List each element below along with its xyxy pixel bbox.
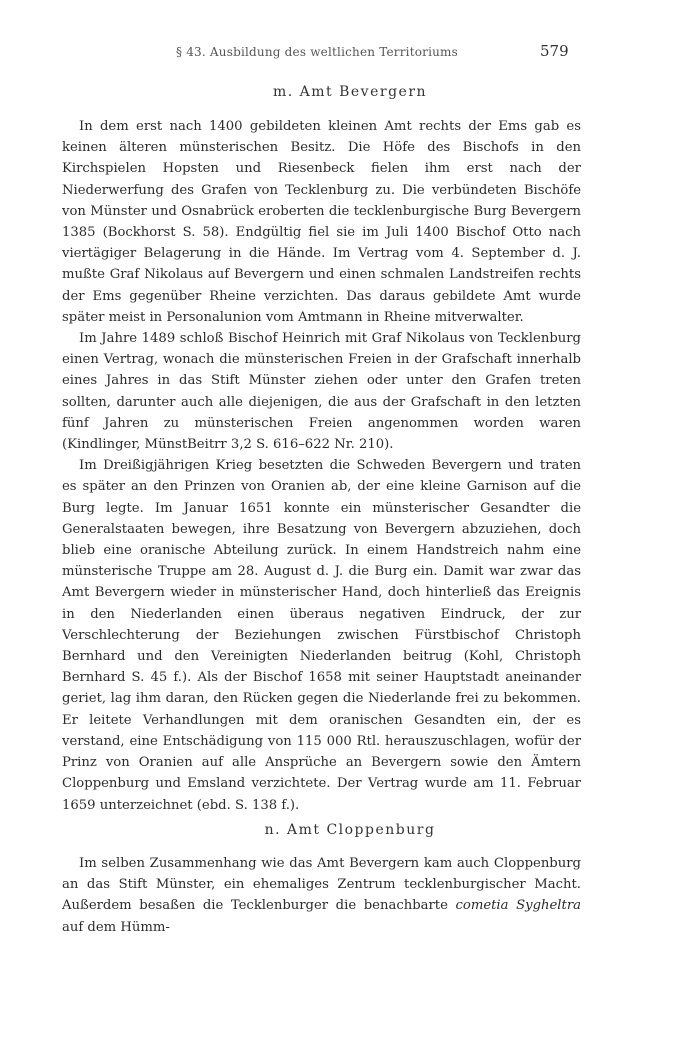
paragraph-cloppenburg-text-end: auf dem Hümm- [62,919,170,935]
italic-term-cometia: cometia Sygheltra [455,898,581,914]
paragraph-cloppenburg-text-start: Im selben Zusammenhang wie das Amt Bevergern kam auch Cloppenburg an das Stift Münster, ein ehemaliges Zentrum tecklenburgischer Macht. Außerdem besaßen die Tecklenburger die benachbarte [62,856,581,914]
section-n-body [62,853,581,938]
paragraph-thirty-years-war: Im Dreißigjährigen Krieg besetzten die Schweden Bevergern und traten es später an den Prinzen von Oranien ab, der eine kleine Garnison auf die Burg legte. Im Januar 1651 konnte ein münsterischer Gesandter die Generalstaaten bewegen, ihre Besatzung von Bevergern abzuziehen, doch blieb eine oranische Abteilung zurück. In einem Handstreich nahm eine münsterische Truppe am 28. August d. J. die Burg ein. Damit war zwar das Amt Bevergern wieder in münsterischer Hand, doch hinterließ das Ereignis in den Niederlanden einen überaus negativen Eindruck, der zur Verschlechterung der Beziehungen zwischen Fürstbischof Christoph Bernhard und den Vereinigten Niederlanden beitrug (Kohl, Christoph Bernhard S. 45 f.). Als der Bischof 1658 mit seiner Hauptstadt aneinander geriet, lag ihm daran, den Rücken gegen die Niederlande frei zu bekommen. Er leitete Verhandlungen mit dem oranischen Gesandten ein, der es verstand, eine Entschädigung von 115 000 Rtl. herauszuschlagen, wofür der Prinz von Oranien auf alle Ansprüche an Bevergern sowie den Ämtern Cloppenburg und Emsland verzichtete. Der Vertrag wurde am 11. Februar 1659 unterzeichnet (ebd. S. 138 f.). [62,458,581,813]
section-heading-m: m. Amt Bevergern [272,84,428,100]
section-heading-n: n. Amt Cloppenburg [264,822,436,838]
page-number: 579 [540,42,569,60]
running-head-title: § 43. Ausbildung des weltlichen Territoriums [176,45,458,59]
section-m-body [62,116,581,816]
paragraph-treaty-1489: Im Jahre 1489 schloß Bischof Heinrich mit Graf Nikolaus von Tecklenburg einen Vertrag, wonach die münsterischen Freien in der Grafschaft innerhalb eines Jahres in das Stift Münster ziehen oder unter den Grafen treten sollten, darunter auch alle diejenigen, die aus der Grafschaft in den letzten fünf Jahren zu münsterischen Freien angenommen worden waren (Kindlinger, MünstBeitrr 3,2 S. 616–622 Nr. 210). [62,331,581,453]
paragraph-bevergern-origin: In dem erst nach 1400 gebildeten kleinen Amt rechts der Ems gab es keinen älteren münsterischen Besitz. Die Höfe des Bischofs in den Kirchspielen Hopsten und Riesenbeck fielen ihm erst nach der Niederwerfung des Grafen von Tecklenburg zu. Die verbündeten Bischöfe von Münster und Osnabrück eroberten die tecklenburgische Burg Bevergern 1385 (Bockhorst S. 58). Endgültig fiel sie im Juli 1400 Bischof Otto nach viertägiger Belagerung in die Hände. Im Vertrag vom 4. September d. J. mußte Graf Nikolaus auf Bevergern und einen schmalen Landstreifen rechts der Ems gegenüber Rheine verzichten. Das daraus gebildete Amt wurde später meist in Personalunion vom Amtmann in Rheine mitverwalter. [62,119,581,325]
paragraph-cloppenburg [62,853,581,938]
running-head [0,42,700,64]
